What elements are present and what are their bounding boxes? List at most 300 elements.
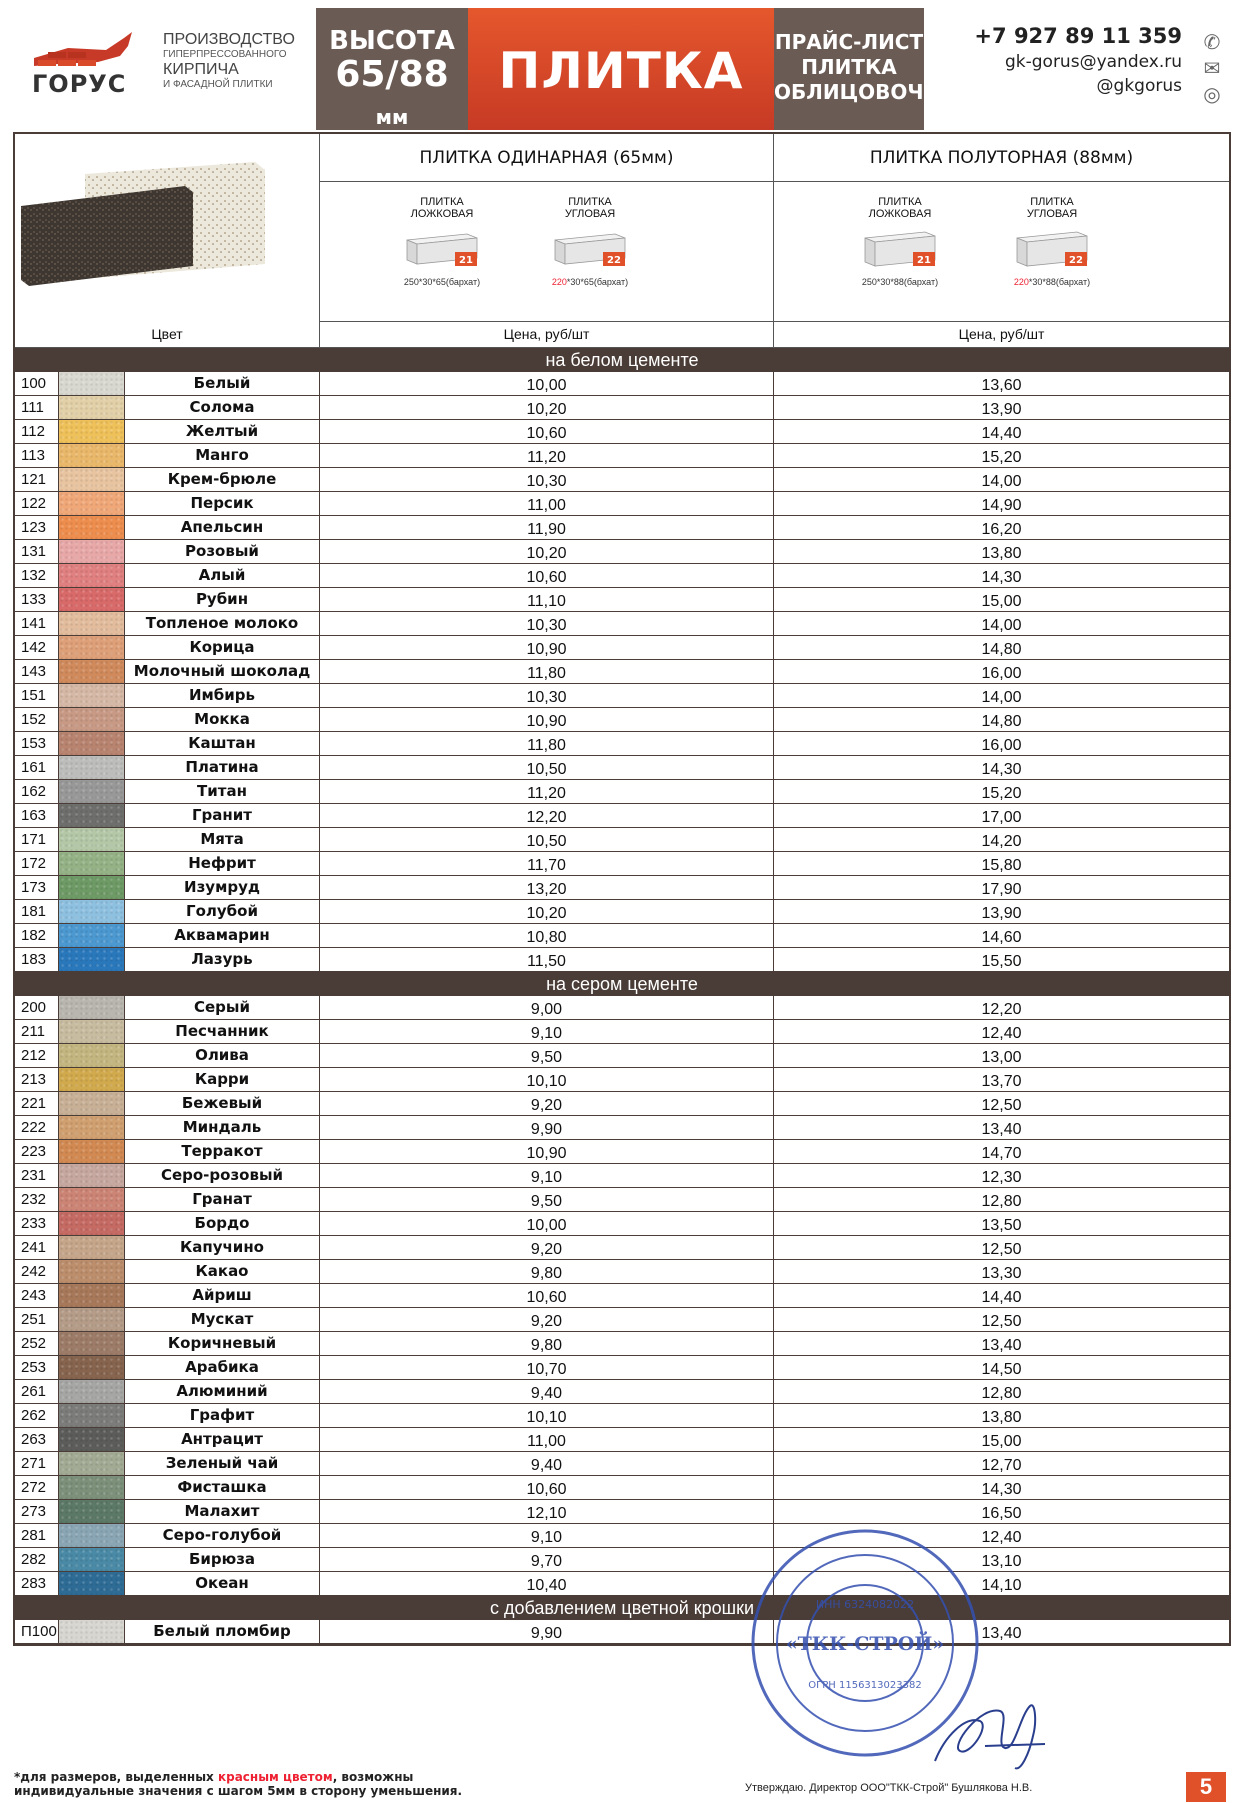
color-code: 171 [15,828,59,851]
table-row [15,636,1229,660]
table-row [15,1044,1229,1068]
table-row [15,924,1229,948]
color-swatch [59,1572,125,1595]
price-one-and-half: 12,50 [981,1241,1022,1258]
color-name: Розовый [125,540,320,563]
price-one-and-half: 12,80 [981,1193,1022,1210]
price-one-and-half: 14,50 [981,1361,1022,1378]
color-code: 183 [15,948,59,971]
price-one-and-half: 13,90 [981,905,1022,922]
color-name: Зеленый чай [125,1452,320,1475]
price-single: 10,30 [320,684,774,707]
price-one-and-half: 15,00 [981,593,1022,610]
price-one-and-half: 13,80 [981,1409,1022,1426]
price-single: 9,00 [320,996,774,1019]
price-one-and-half: 12,80 [981,1385,1022,1402]
contacts [974,24,1182,96]
color-name: Титан [125,780,320,803]
price-list-block: ПРАЙС-ЛИСТ ПЛИТКА ОБЛИЦОВОЧНАЯ [774,8,924,130]
color-name: Корица [125,636,320,659]
color-swatch [59,1404,125,1427]
color-code: 161 [15,756,59,779]
color-swatch [59,372,125,395]
color-name: Карри [125,1068,320,1091]
color-name: Аквамарин [125,924,320,947]
color-code: 263 [15,1428,59,1451]
color-code: 241 [15,1236,59,1259]
color-swatch [59,1092,125,1115]
price-single: 10,00 [320,1212,774,1235]
price-one-and-half: 13,70 [981,1073,1022,1090]
color-swatch [59,468,125,491]
instagram[interactable]: @gkgorus [1096,76,1182,96]
price-single: 10,40 [320,1572,774,1595]
table-row [15,1380,1229,1404]
color-swatch [59,1212,125,1235]
footnote: *для размеров, выделенных красным цветом, возможны индивидуальные значения с шагом 5мм в сторону уменьшения. [14,1770,463,1798]
color-name: Лазурь [125,948,320,971]
price-one-and-half: 13,90 [981,401,1022,418]
table-row [15,468,1229,492]
color-swatch [59,492,125,515]
price-one-and-half: 17,00 [981,809,1022,826]
table-row [15,444,1229,468]
mail-icon: ✉ [1203,58,1221,80]
price-one-and-half: 13,80 [981,545,1022,562]
color-code: 121 [15,468,59,491]
table-row [15,900,1229,924]
color-name: Бежевый [125,1092,320,1115]
color-name: Мокка [125,708,320,731]
price-single: 9,50 [320,1044,774,1067]
color-name: Мята [125,828,320,851]
color-code: 282 [15,1548,59,1571]
table-row [15,1284,1229,1308]
table-row [15,1164,1229,1188]
price-one-and-half: 14,10 [981,1577,1022,1594]
price-one-and-half: 14,20 [981,833,1022,850]
color-code: 112 [15,420,59,443]
table-row [15,612,1229,636]
price-one-and-half: 16,50 [981,1505,1022,1522]
color-swatch [59,780,125,803]
price-one-and-half: 12,40 [981,1025,1022,1042]
color-code: 100 [15,372,59,395]
color-code: 122 [15,492,59,515]
table-body [15,348,1229,1644]
color-code: 232 [15,1188,59,1211]
color-name: Коричневый [125,1332,320,1355]
color-code: 141 [15,612,59,635]
price-single: 11,80 [320,732,774,755]
color-code: 253 [15,1356,59,1379]
page-header [0,0,1240,132]
svg-text:21: 21 [459,255,473,266]
color-code: 221 [15,1092,59,1115]
price-single: 10,50 [320,756,774,779]
color-swatch [59,1476,125,1499]
brand-tagline: ПРОИЗВОДСТВО ГИПЕРПРЕССОВАННОГО КИРПИЧА И ФАСАДНОЙ ПЛИТКИ [163,31,295,90]
table-row [15,1236,1229,1260]
color-code: 283 [15,1572,59,1595]
table-row [15,396,1229,420]
email[interactable]: gk-gorus@yandex.ru [1004,52,1182,72]
price-one-and-half: 13,40 [981,1625,1022,1642]
price-single: 10,60 [320,420,774,443]
price-single: 10,00 [320,372,774,395]
color-swatch [59,636,125,659]
table-row [15,1476,1229,1500]
phone-icon: ✆ [1203,32,1221,54]
color-code: 200 [15,996,59,1019]
table-row [15,564,1229,588]
price-single: 13,20 [320,876,774,899]
color-name: Серо-розовый [125,1164,320,1187]
price-one-and-half: 14,30 [981,1481,1022,1498]
price-one-and-half: 14,40 [981,1289,1022,1306]
tile-stretcher-88: ПЛИТКА ЛОЖКОВАЯ 21 250*30*88(бархат) [861,196,939,287]
color-name: Бирюза [125,1548,320,1571]
table-row [15,708,1229,732]
color-name: Манго [125,444,320,467]
price-single: 10,90 [320,636,774,659]
color-swatch [59,612,125,635]
price-one-and-half: 14,00 [981,689,1022,706]
color-code: 262 [15,1404,59,1427]
color-code: 111 [15,396,59,419]
price-single: 10,30 [320,612,774,635]
table-row [15,540,1229,564]
color-name: Арабика [125,1356,320,1379]
price-one-and-half: 12,50 [981,1313,1022,1330]
price-single: 11,20 [320,780,774,803]
price-header-1: Цена, руб/шт [320,322,774,348]
price-single: 10,20 [320,396,774,419]
price-one-and-half: 14,90 [981,497,1022,514]
price-single: 11,90 [320,516,774,539]
table-row [15,1020,1229,1044]
price-single: 9,90 [320,1116,774,1139]
color-swatch [59,1044,125,1067]
color-code: 233 [15,1212,59,1235]
price-one-and-half: 16,00 [981,737,1022,754]
table-row [15,1548,1229,1572]
price-one-and-half: 14,80 [981,641,1022,658]
section-header: на сером цементе [15,972,1229,996]
price-single: 9,40 [320,1380,774,1403]
price-one-and-half: 12,70 [981,1457,1022,1474]
color-code: П100 [15,1620,59,1643]
color-name: Рубин [125,588,320,611]
color-swatch [59,708,125,731]
color-name: Солома [125,396,320,419]
color-name: Алый [125,564,320,587]
table-row [15,1116,1229,1140]
tile-stretcher-65: ПЛИТКА ЛОЖКОВАЯ 21 250*30*65(бархат) [403,196,481,287]
table-row [15,420,1229,444]
color-name: Апельсин [125,516,320,539]
price-single: 9,10 [320,1164,774,1187]
table-row [15,1428,1229,1452]
phone[interactable]: +7 927 89 11 359 [974,24,1182,48]
price-single: 10,60 [320,564,774,587]
page-number: 5 [1186,1772,1226,1802]
color-swatch [59,444,125,467]
price-single: 11,70 [320,852,774,875]
table-row [15,732,1229,756]
color-code: 242 [15,1260,59,1283]
col2-title: ПЛИТКА ПОЛУТОРНАЯ (88мм) [774,134,1229,182]
price-one-and-half: 12,20 [981,1001,1022,1018]
color-name: Голубой [125,900,320,923]
color-code: 251 [15,1308,59,1331]
color-name: Крем-брюле [125,468,320,491]
price-single: 12,20 [320,804,774,827]
color-swatch [59,804,125,827]
color-name: Молочный шоколад [125,660,320,683]
color-code: 172 [15,852,59,875]
price-single: 9,70 [320,1548,774,1571]
price-single: 10,70 [320,1356,774,1379]
color-name: Гранат [125,1188,320,1211]
price-single: 11,20 [320,444,774,467]
page-title: ПЛИТКА [498,42,744,100]
table-row [15,1524,1229,1548]
color-swatch [59,540,125,563]
price-single: 10,90 [320,1140,774,1163]
color-swatch [59,1500,125,1523]
color-code: 153 [15,732,59,755]
color-name: Капучино [125,1236,320,1259]
price-one-and-half: 13,40 [981,1121,1022,1138]
color-name: Миндаль [125,1116,320,1139]
color-name: Какао [125,1260,320,1283]
color-code: 231 [15,1164,59,1187]
title-block [468,8,774,130]
color-name: Мускат [125,1308,320,1331]
color-name: Серо-голубой [125,1524,320,1547]
color-code: 181 [15,900,59,923]
table-row [15,996,1229,1020]
color-code: 212 [15,1044,59,1067]
svg-text:22: 22 [1069,255,1083,266]
color-code: 271 [15,1452,59,1475]
color-name: Гранит [125,804,320,827]
color-name: Серый [125,996,320,1019]
tile-corner-88: ПЛИТКА УГЛОВАЯ 22 220*30*88(бархат) [1013,196,1091,287]
color-code: 182 [15,924,59,947]
table-row [15,1260,1229,1284]
price-single: 9,40 [320,1452,774,1475]
price-one-and-half: 14,70 [981,1145,1022,1162]
color-name: Белый [125,372,320,395]
price-one-and-half: 13,40 [981,1337,1022,1354]
price-one-and-half: 15,00 [981,1433,1022,1450]
table-row [15,756,1229,780]
section-header: с добавлением цветной крошки [15,1596,1229,1620]
price-one-and-half: 12,30 [981,1169,1022,1186]
color-name: Олива [125,1044,320,1067]
table-row [15,516,1229,540]
instagram-icon: ◎ [1203,84,1221,106]
price-one-and-half: 14,60 [981,929,1022,946]
color-swatch [59,1620,125,1643]
color-code: 143 [15,660,59,683]
tile-corner-65: ПЛИТКА УГЛОВАЯ 22 220*30*65(бархат) [551,196,629,287]
color-name: Топленое молоко [125,612,320,635]
color-code: 152 [15,708,59,731]
price-single: 11,80 [320,660,774,683]
color-name: Персик [125,492,320,515]
color-swatch [59,1356,125,1379]
color-code: 243 [15,1284,59,1307]
column-headers [15,322,1229,348]
color-code: 261 [15,1380,59,1403]
color-code: 142 [15,636,59,659]
table-row [15,1308,1229,1332]
price-single: 9,80 [320,1260,774,1283]
color-swatch [59,1284,125,1307]
table-row [15,588,1229,612]
table-row [15,1332,1229,1356]
table-row [15,852,1229,876]
table-row [15,492,1229,516]
price-one-and-half: 14,00 [981,617,1022,634]
price-one-and-half: 13,50 [981,1217,1022,1234]
color-swatch [59,1068,125,1091]
price-single: 11,00 [320,1428,774,1451]
color-swatch [59,420,125,443]
color-code: 162 [15,780,59,803]
color-code: 131 [15,540,59,563]
color-swatch [59,1308,125,1331]
price-one-and-half: 14,80 [981,713,1022,730]
color-swatch [59,924,125,947]
svg-text:ОГРН 1156313023382: ОГРН 1156313023382 [808,1680,922,1691]
table-row [15,1572,1229,1596]
color-code: 272 [15,1476,59,1499]
color-swatch [59,516,125,539]
price-one-and-half: 16,00 [981,665,1022,682]
price-one-and-half: 15,50 [981,953,1022,970]
signature [925,1676,1055,1776]
color-name: Айриш [125,1284,320,1307]
table-row [15,1188,1229,1212]
color-name: Изумруд [125,876,320,899]
color-swatch [59,1236,125,1259]
table-row [15,1620,1229,1644]
color-swatch [59,996,125,1019]
color-name: Океан [125,1572,320,1595]
color-name: Имбирь [125,684,320,707]
color-name: Белый пломбир [125,1620,320,1643]
table-row [15,1500,1229,1524]
color-code: 133 [15,588,59,611]
price-one-and-half: 12,50 [981,1097,1022,1114]
color-swatch [59,948,125,971]
svg-text:«ТКК-СТРОЙ»: «ТКК-СТРОЙ» [785,1633,945,1655]
table-row [15,1404,1229,1428]
price-one-and-half: 16,20 [981,521,1022,538]
color-name: Малахит [125,1500,320,1523]
price-one-and-half: 13,10 [981,1553,1022,1570]
price-one-and-half: 15,20 [981,785,1022,802]
tile-photo [15,134,320,322]
color-code: 211 [15,1020,59,1043]
table-row [15,780,1229,804]
price-one-and-half: 12,40 [981,1529,1022,1546]
color-swatch [59,564,125,587]
color-swatch [59,876,125,899]
color-name: Платина [125,756,320,779]
price-one-and-half: 14,40 [981,425,1022,442]
color-swatch [59,1332,125,1355]
color-code: 163 [15,804,59,827]
gorus-logo [28,28,158,108]
svg-text:ИНН 6324082022: ИНН 6324082022 [815,1598,915,1611]
color-swatch [59,900,125,923]
color-name: Терракот [125,1140,320,1163]
color-code: 223 [15,1140,59,1163]
color-swatch [59,1020,125,1043]
color-swatch [59,1524,125,1547]
table-row [15,372,1229,396]
price-single: 10,20 [320,900,774,923]
color-swatch [59,1452,125,1475]
table-row [15,684,1229,708]
color-header: Цвет [15,322,320,348]
svg-text:22: 22 [607,255,621,266]
table-row [15,948,1229,972]
table-row [15,1092,1229,1116]
price-header-2: Цена, руб/шт [958,326,1045,342]
price-single: 9,20 [320,1092,774,1115]
price-single: 10,60 [320,1476,774,1499]
price-single: 12,10 [320,1500,774,1523]
col1-title: ПЛИТКА ОДИНАРНАЯ (65мм) [320,134,773,182]
price-one-and-half: 13,30 [981,1265,1022,1282]
color-name: Антрацит [125,1428,320,1451]
color-swatch [59,1380,125,1403]
color-swatch [59,1260,125,1283]
table-row [15,1356,1229,1380]
price-single: 9,50 [320,1188,774,1211]
color-code: 273 [15,1500,59,1523]
price-single: 11,00 [320,492,774,515]
color-swatch [59,684,125,707]
table-row [15,1212,1229,1236]
color-code: 281 [15,1524,59,1547]
price-one-and-half: 13,00 [981,1049,1022,1066]
color-code: 252 [15,1332,59,1355]
price-one-and-half: 15,80 [981,857,1022,874]
color-code: 213 [15,1068,59,1091]
price-single: 9,90 [320,1620,774,1643]
color-code: 151 [15,684,59,707]
color-name: Графит [125,1404,320,1427]
height-block: ВЫСОТА 65/88 мм [316,8,468,130]
brand-name: ГОРУС [32,70,127,98]
price-single: 9,80 [320,1332,774,1355]
color-swatch [59,1428,125,1451]
color-name: Алюминий [125,1380,320,1403]
table-row [15,1140,1229,1164]
price-single: 10,50 [320,828,774,851]
color-swatch [59,1548,125,1571]
price-single: 11,10 [320,588,774,611]
price-one-and-half: 13,60 [981,377,1022,394]
table-row [15,1452,1229,1476]
